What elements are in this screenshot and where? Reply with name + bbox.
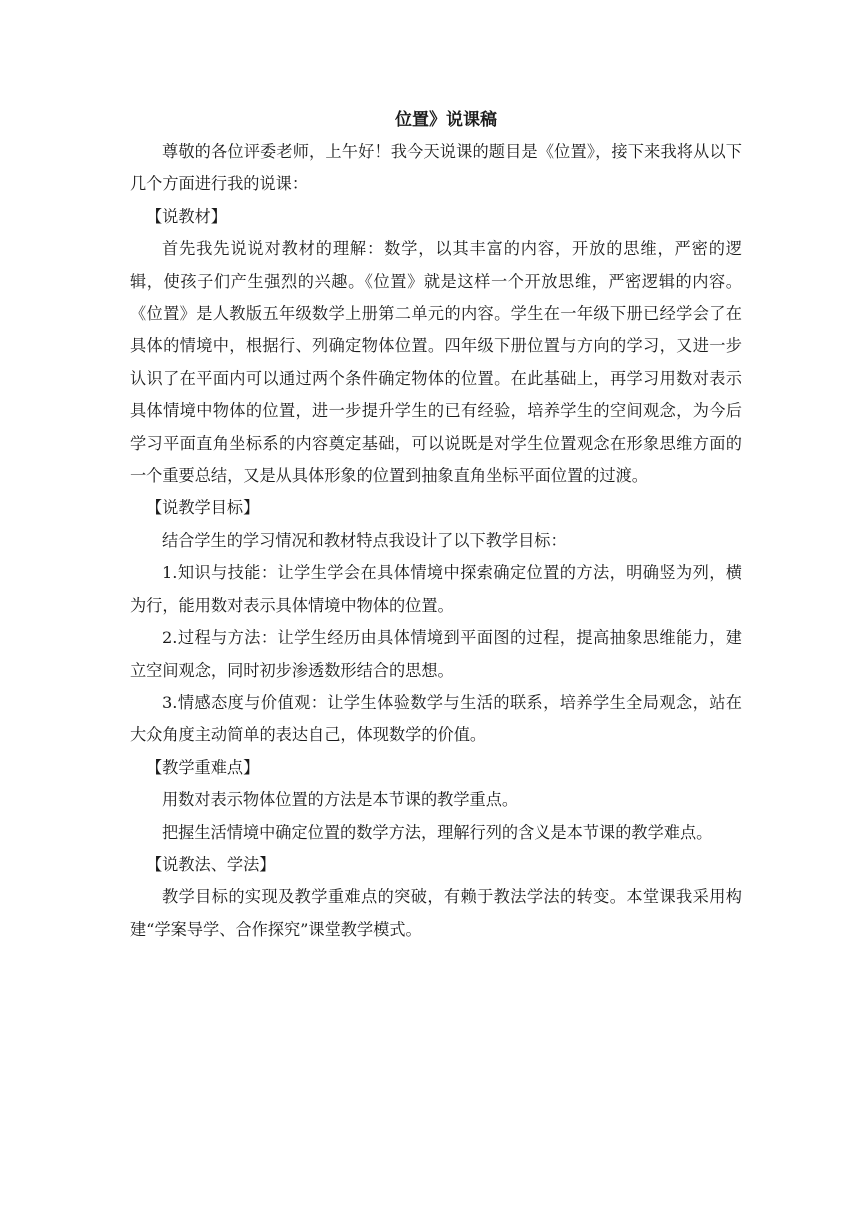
section-heading-goals: 【说教学目标】 — [146, 498, 260, 518]
section-heading-textbook: 【说教材】 — [146, 206, 227, 226]
paragraph-goal-knowledge: 1.知识与技能：让学生学会在具体情境中探索确定位置的方法，明确竖为列，横为行，能用数对表示具体情境中物体的位置。 — [130, 563, 742, 615]
paragraph-methods: 教学目标的实现及教学重难点的突破，有赖于教法学法的转变。本堂课我采用构建“学案导学、合作探究”课堂教学模式。 — [130, 887, 742, 939]
paragraph-goal-process: 2.过程与方法：让学生经历由具体情境到平面图的过程，提高抽象思维能力，建立空间观念，同时初步渗透数形结合的思想。 — [130, 628, 742, 680]
section-heading-methods: 【说教法、学法】 — [146, 854, 276, 874]
paragraph-goal-attitude: 3.情感态度与价值观：让学生体验数学与生活的联系，培养学生全局观念，站在大众角度主动简单的表达自己，体现数学的价值。 — [130, 692, 742, 745]
paragraph-greeting: 尊敬的各位评委老师，上午好！我今天说课的题目是《位置》，接下来我将从以下几个方面进行我的说课： — [130, 142, 742, 194]
paragraph-difficulty: 把握生活情境中确定位置的数学方法，理解行列的含义是本节课的教学难点。 — [162, 822, 713, 842]
paragraph-textbook: 首先我先说说对教材的理解：数学，以其丰富的内容，开放的思维，严密的逻辑，使孩子们产生强烈的兴趣。《位置》就是这样一个开放思维，严密逻辑的内容。《位置》是人教版五年级数学上册第二单元的内容。学生在一年级下册已经学会了在具体的情境中，根据行、列确定物体位置。四年级下册位置与方向的学习，又进一步认识了在平面内可以通过两个条件确定物体的位置。在此基础上，再学习用数对表示具体情境中物体的位置，进一步提升学生的已有经验，培养学生的空间观念，为今后学习平面直角坐标系的内容奠定基础，可以说既是对学生位置观念在形象思维方面的一个重要总结，又是从具体形象的位置到抽象直角坐标平面位置的过渡。 — [130, 239, 742, 486]
document-page — [130, 104, 742, 946]
paragraph-key-point: 用数对表示物体位置的方法是本节课的教学重点。 — [162, 790, 519, 810]
section-heading-key-points: 【教学重难点】 — [146, 757, 260, 777]
document-title: 位置》说课稿 — [395, 110, 497, 130]
paragraph-goals-intro: 结合学生的学习情况和教材特点我设计了以下教学目标： — [162, 530, 567, 550]
